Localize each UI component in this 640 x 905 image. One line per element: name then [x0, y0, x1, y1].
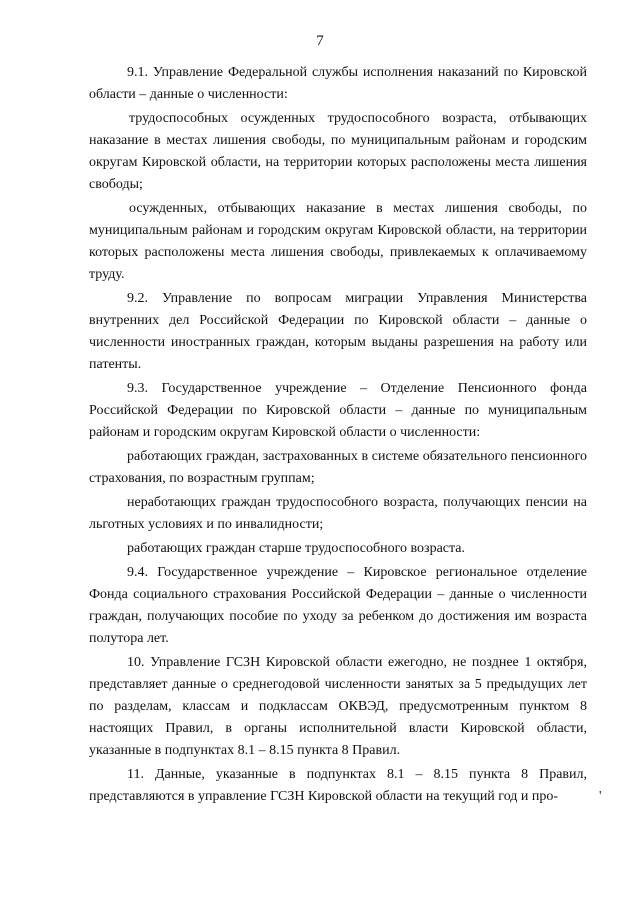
paragraph-9-4: 9.4. Государственное учреждение – Кировское региональное отделение Фонда социального страхования Российской Федерации – данные о численности граждан, получающих пособие по уходу за ребенком до достижения им возраста полутора лет. — [89, 565, 587, 646]
paragraph-9-1: 9.1. Управление Федеральной службы исполнения наказаний по Кировской области – данные о численности: — [89, 65, 587, 102]
margin-mark: ' — [599, 789, 602, 804]
paragraph-9-3-item-1: работающих граждан, застрахованных в системе обязательного пенсионного страхования, по возрастным группам; — [89, 449, 587, 486]
paragraph-9-3-item-3: работающих граждан старше трудоспособного возраста. — [127, 541, 466, 556]
paragraph-9-1-item-2: осужденных, отбывающих наказание в местах лишения свободы, по муниципальным районам и городским округам Кировской области, на территории которых расположены места лишения свободы, привлекаемых к оплачиваемому труду. — [89, 201, 587, 282]
paragraph-10: 10. Управление ГСЗН Кировской области ежегодно, не позднее 1 октября, представляет данные о среднегодовой численности занятых за 5 предыдущих лет по разделам, классам и подклассам ОКВЭД, предусмотренным пунктом 8 настоящих Правил, в органы исполнительной власти Кировской области, указанные в подпунктах 8.1 – 8.15 пункта 8 Правил. — [89, 655, 587, 758]
page-number: 7 — [316, 33, 324, 49]
paragraph-9-2: 9.2. Управление по вопросам миграции Управления Министерства внутренних дел Российской Федерации по Кировской области – данные о численности иностранных граждан, которым выданы разрешения на работу или патенты. — [89, 291, 587, 372]
paragraph-9-3-item-2: неработающих граждан трудоспособного возраста, получающих пенсии на льготных условиях и по инвалидности; — [89, 495, 587, 532]
paragraph-9-3: 9.3. Государственное учреждение – Отделение Пенсионного фонда Российской Федерации по Кировской области – данные по муниципальным районам и городским округам Кировской области о численности: — [89, 381, 587, 440]
document-body — [89, 62, 587, 810]
paragraph-9-1-item-1: трудоспособных осужденных трудоспособного возраста, отбывающих наказание в местах лишения свободы, по муниципальным районам и городским округам Кировской области, на территории которых расположены места лишения свободы; — [89, 111, 587, 192]
paragraph-11: 11. Данные, указанные в подпунктах 8.1 – 8.15 пункта 8 Правил, представляются в управление ГСЗН Кировской области на текущий год и про- — [89, 767, 587, 804]
